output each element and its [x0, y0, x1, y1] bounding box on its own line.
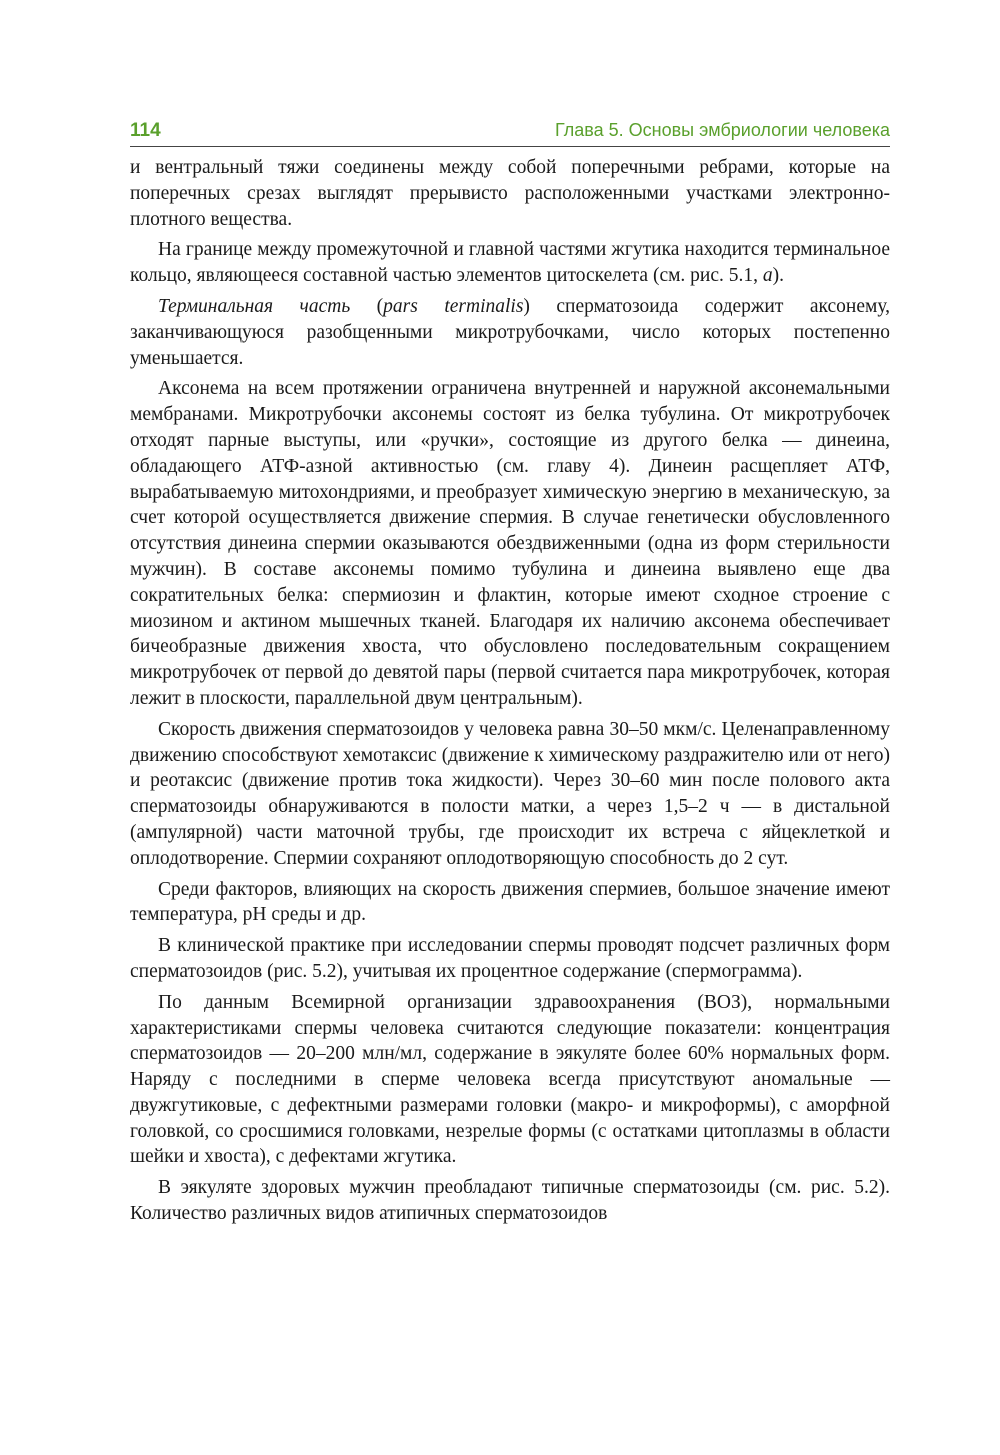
paragraph-8-text: По данным Всемирной организации здравоохранения (ВОЗ), нормальными характеристиками спермы человека считаются следующие показатели: концентрация сперматозоидов — 20–200 млн/мл, содержание в эякуляте более 60% нормальных форм. Наряду с последними в сперме человека всегда присутствуют аномальные — двужгутиковые, с дефектными размерами головки (макро- и микроформы), с аморфной головкой, со сросшимися головками, незрелые формы (с остатками цитоплазмы в области шейки и хвоста), с дефектами жгутика.	[130, 991, 890, 1168]
page-header	[130, 120, 890, 147]
body-text	[130, 155, 890, 1227]
paragraph-2	[130, 237, 890, 289]
paragraph-7-text: В клинической практике при исследовании спермы проводят подсчет различных форм сперматозоидов (рис. 5.2), учитывая их процентное содержание (спермограмма).	[130, 935, 890, 982]
paragraph-5	[130, 717, 890, 872]
term-italic: Терминальная часть	[158, 295, 351, 317]
paragraph-3-text-a: (	[350, 295, 384, 317]
paragraph-9-text: В эякуляте здоровых мужчин преобладают типичные сперматозоиды (см. рис. 5.2). Количество различных видов атипичных сперматозоидов	[130, 1177, 890, 1225]
paragraph-4	[130, 376, 890, 711]
paragraph-1	[130, 155, 890, 232]
paragraph-1-text: и вентральный тяжи соединены между собой поперечными ребрами, которые на поперечных срезах выглядят прерывисто расположенными участками электронно-плотного вещества.	[130, 157, 890, 230]
paragraph-3-text-b: ) сперматозоида содержит аксонему, заканчивающуюся разобщенными микротрубочками, число которых постепенно уменьшается.	[130, 295, 890, 369]
paragraph-2-text: На границе между промежуточной и главной частями жгутика находится терминальное кольцо, являющееся составной частью элементов цитоскелета (см. рис. 5.1,	[130, 239, 890, 287]
paragraph-3	[130, 294, 890, 371]
paragraph-9	[130, 1175, 890, 1227]
paragraph-4-text: Аксонема на всем протяжении ограничена внутренней и наружной аксонемальными мембранами. Микротрубочки аксонемы состоят из белка тубулина. От микротрубочек отходят парные выступы, или «ручки», состоящие из другого белка — динеина, обладающего АТФ-азной активностью (см. главу 4). Динеин расщепляет АТФ, вырабатываемую митохондриями, и преобразует химическую энергию в механическую, за счет которой осуществляется движение спермия. В случае генетически обусловленного отсутствия динеина спермии оказываются обездвиженными (одна из форм стерильности мужчин). В составе аксонемы помимо тубулина и динеина выявлено еще два сократительных белка: спермиозин и флактин, которые имеют сходное строение с миозином и актином мышечных тканей. Благодаря их наличию аксонема обеспечивает бичеобразные движения хвоста, что обусловлено последовательным сокращением микротрубочек от первой до девятой пары (первой считается пара микротрубочек, которая лежит в плоскости, параллельной двум центральным).	[130, 378, 890, 709]
running-head: Глава 5. Основы эмбриологии человека	[555, 120, 890, 140]
page-number: 114	[130, 120, 161, 141]
book-page	[130, 120, 890, 1227]
paragraph-2-end: ).	[772, 265, 785, 287]
paragraph-8	[130, 990, 890, 1171]
paragraph-6	[130, 877, 890, 929]
figure-ref-italic: а	[762, 265, 773, 287]
paragraph-6-text: Среди факторов, влияющих на скорость движения спермиев, большое значение имеют температура, pH среды и др.	[130, 878, 890, 926]
paragraph-5-text: Скорость движения сперматозоидов у человека равна 30–50 мкм/с. Целенаправленному движению способствуют хемотаксис (движение к химическому раздражителю или от него) и реотаксис (движение против тока жидкости). Через 30–60 мин после полового акта сперматозоиды обнаруживаются в полости матки, а через 1,5–2 ч — в дистальной (ампулярной) части маточной трубы, где происходит их встреча с яйцеклеткой и оплодотворение. Спермии сохраняют оплодотворяющую способность до 2 сут.	[130, 718, 890, 869]
latin-term-italic: pars terminalis	[383, 295, 524, 317]
paragraph-7	[130, 933, 890, 985]
